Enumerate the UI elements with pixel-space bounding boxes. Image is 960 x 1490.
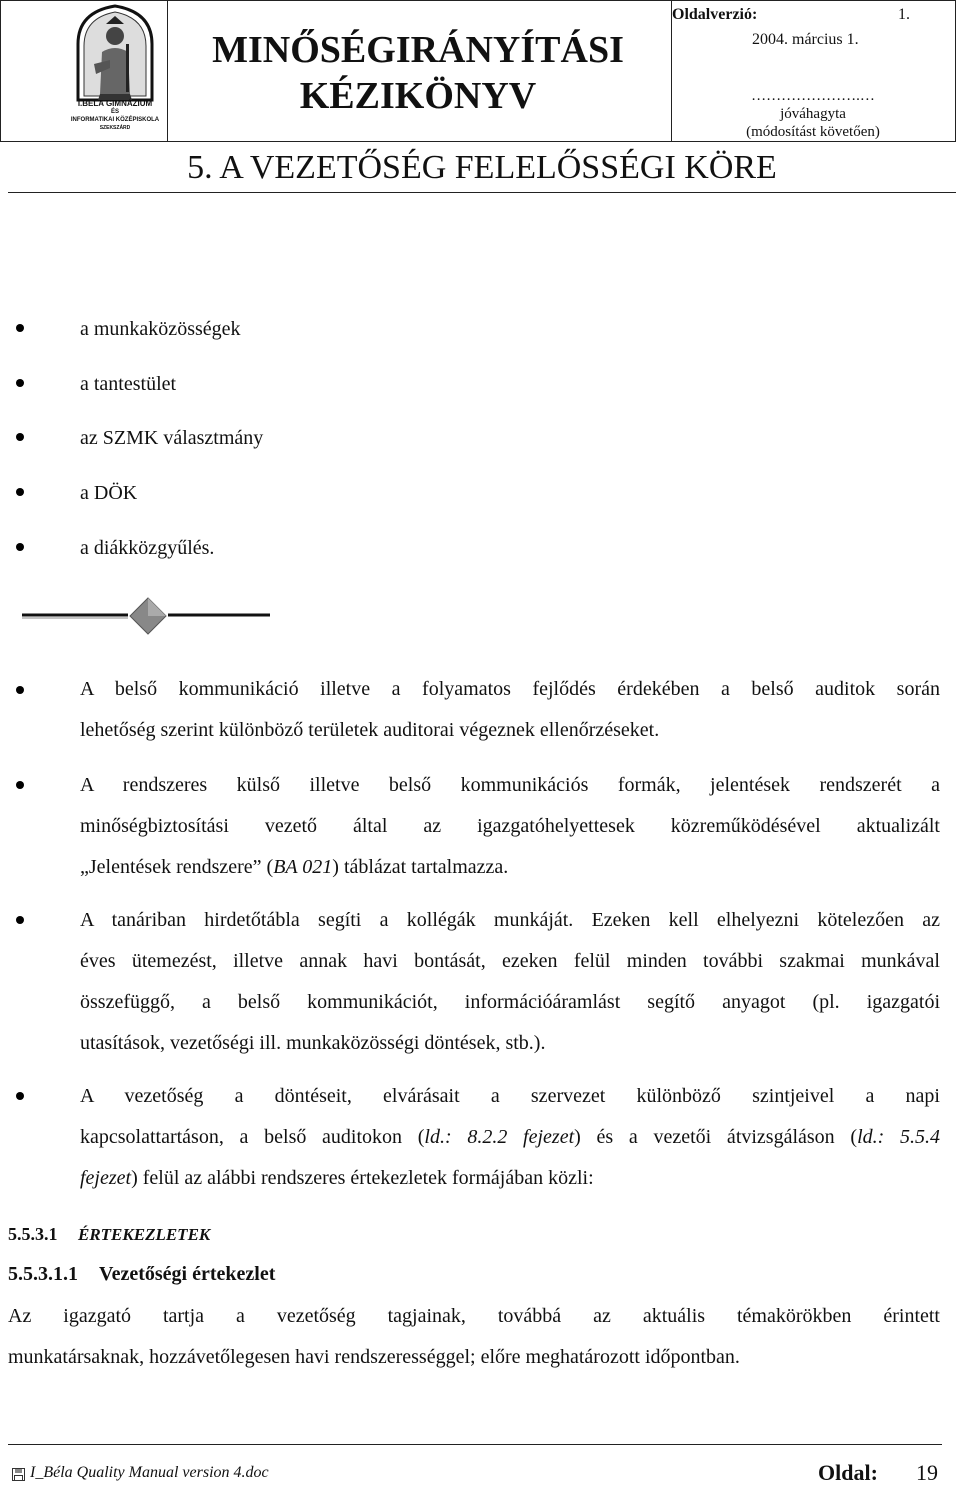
- paragraph-management-decisions: [80, 1076, 940, 1199]
- page-label: Oldal:: [818, 1460, 878, 1485]
- bullet-icon: [16, 781, 24, 789]
- page-number: 19: [916, 1460, 938, 1485]
- logo-caption: [70, 100, 160, 132]
- heading-text: ÉRTEKEZLETEK: [78, 1225, 211, 1244]
- chapter-reference: ld.: 5.5.4: [857, 1126, 940, 1148]
- text-line: összefüggő, a belső kommunikációt, információáramlást segítő anyagot (pl. igazgatói: [80, 991, 940, 1013]
- heading-meetings: [8, 1224, 210, 1245]
- text-line: [80, 1158, 940, 1199]
- heading-number: 5.5.3.1: [8, 1224, 58, 1244]
- bullet-icon: [16, 433, 24, 441]
- logo-text: I.BÉLA GIMNÁZIUM: [77, 99, 153, 108]
- text-run: „Jelentések rendszere” (: [80, 856, 274, 878]
- document-reference: BA 021: [273, 856, 333, 878]
- footer-divider: [8, 1444, 942, 1445]
- text-run: ) táblázat tartalmazza.: [332, 856, 509, 878]
- approved-note: (módosítást követően): [746, 124, 880, 140]
- paragraph-noticeboard: [80, 900, 940, 1064]
- logo-text: ÉS: [110, 109, 119, 115]
- bullet-icon: [16, 488, 24, 496]
- heading-management-meeting: [8, 1263, 275, 1286]
- bullet-icon: [16, 324, 24, 332]
- list-item: a diákközgyűlés.: [80, 537, 215, 559]
- text-line: [80, 847, 940, 888]
- text-line: [80, 1117, 940, 1158]
- paragraph-internal-communication: [80, 669, 940, 751]
- bullet-icon: [16, 543, 24, 551]
- manual-title-line2: KÉZIKÖNYV: [299, 75, 537, 117]
- text-line: minőségbiztosítási vezető által az igazgatóhelyettesek közreműködésével aktualizált: [80, 815, 940, 837]
- version-value: 1.: [898, 6, 910, 23]
- text-line: A tanáriban hirdetőtábla segíti a kollégák munkáját. Ezeken kell elhelyezni kötelezően az: [80, 909, 940, 931]
- paragraph-meeting-description: [8, 1296, 940, 1378]
- manual-title-line1: MINŐSÉGIRÁNYÍTÁSI: [212, 29, 624, 71]
- version-label: Oldalverzió:: [672, 6, 758, 23]
- heading-number: 5.5.3.1.1: [8, 1263, 78, 1285]
- text-run: ) és a vezetői átvizsgáláson (: [574, 1126, 858, 1148]
- text-line: munkatársaknak, hozzávetőlegesen havi rendszerességgel; előre meghatározott időpontban.: [8, 1346, 740, 1368]
- text-line: A vezetőség a döntéseit, elvárásait a szervezet különböző szintjeivel a napi: [80, 1085, 940, 1107]
- logo-text: INFORMATIKAI KÖZÉPISKOLA: [70, 117, 160, 123]
- bullet-icon: [16, 1092, 24, 1100]
- text-run: ) felül az alábbi rendszeres értekezletek formájában közli:: [131, 1167, 594, 1189]
- floppy-disk-icon: [12, 1468, 25, 1481]
- list-item: a tantestület: [80, 373, 177, 395]
- bullet-icon: [16, 379, 24, 387]
- bullet-icon: [16, 686, 24, 694]
- text-run: kapcsolattartáson, a belső auditokon (: [80, 1126, 425, 1148]
- list-item: a munkaközösségek: [80, 318, 241, 340]
- text-line: Az igazgató tartja a vezetőség tagjainak, továbbá az aktuális témakörökben érintett: [8, 1305, 940, 1327]
- ornament-divider: [20, 596, 272, 638]
- text-line: lehetőség szerint különböző területek auditorai végeznek ellenőrzéseket.: [80, 719, 660, 741]
- text-line: A rendszeres külső illetve belső kommunikációs formák, jelentések rendszerét a: [80, 774, 940, 796]
- paragraph-report-system: [80, 765, 940, 888]
- approved-label: jóváhagyta: [780, 106, 846, 122]
- bullet-icon: [16, 916, 24, 924]
- section-title: 5. A VEZETŐSÉG FELELŐSSÉGI KÖRE: [8, 142, 956, 193]
- list-item: a DÖK: [80, 482, 138, 504]
- chapter-reference: fejezet: [80, 1167, 132, 1189]
- text-line: utasítások, vezetőségi ill. munkaközösségi döntések, stb.).: [80, 1032, 546, 1054]
- heading-text: Vezetőségi értekezlet: [99, 1263, 276, 1285]
- text-line: A belső kommunikáció illetve a folyamatos fejlődés érdekében a belső auditok során: [80, 678, 940, 700]
- chapter-reference: ld.: 8.2.2 fejezet: [424, 1126, 575, 1148]
- signature-dots: ………………….…: [751, 88, 875, 104]
- version-date: 2004. március 1.: [752, 31, 859, 48]
- logo-text: SZEKSZÁRD: [99, 125, 131, 131]
- footer-filename: I_Béla Quality Manual version 4.doc: [30, 1464, 269, 1481]
- list-item: az SZMK választmány: [80, 427, 264, 449]
- text-line: éves ütemezést, illetve annak havi bontását, ezeken felül minden további szakmai munkával: [80, 950, 940, 972]
